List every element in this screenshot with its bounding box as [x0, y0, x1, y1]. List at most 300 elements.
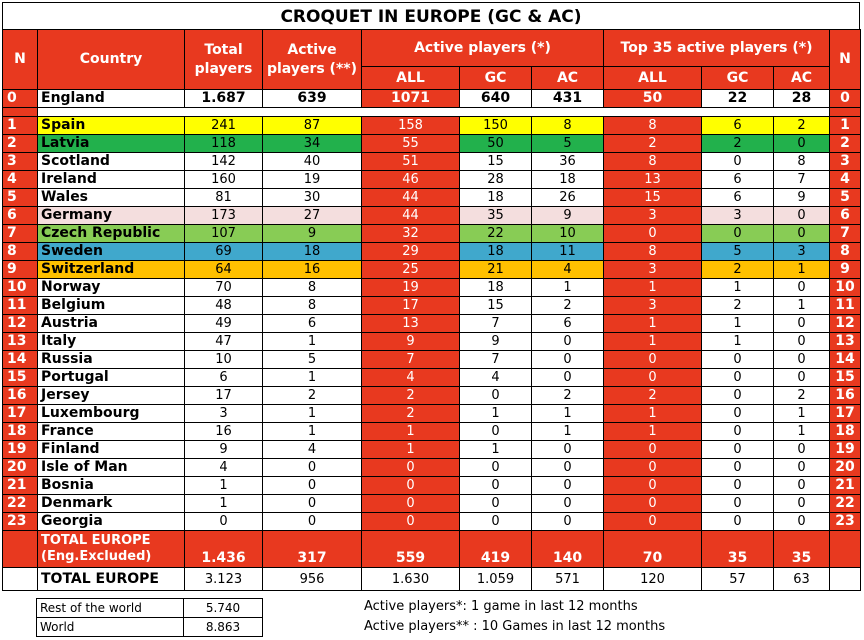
top35-gc-cell: 3	[702, 207, 774, 225]
country-row	[3, 279, 861, 297]
country-name: Finland	[38, 441, 185, 459]
header-top35-group: Top 35 active players (*)	[604, 30, 830, 67]
country-row	[3, 369, 861, 387]
header-top35-all: ALL	[604, 67, 702, 90]
row-number: 10	[3, 279, 38, 297]
total-europe-total: 3.123	[185, 568, 263, 591]
active-ac-cell: 0	[532, 477, 604, 495]
top35-ac-cell: 0	[774, 279, 830, 297]
active-ac-cell: 6	[532, 315, 604, 333]
country-name: Luxembourg	[38, 405, 185, 423]
active-players-cell: 4	[263, 441, 362, 459]
row-number: 13	[3, 333, 38, 351]
top35-all-cell: 0	[604, 477, 702, 495]
top35-ac-cell: 1	[774, 405, 830, 423]
row-number-right: 23	[830, 513, 861, 531]
top35-ac-cell: 2	[774, 117, 830, 135]
country-row	[3, 153, 861, 171]
world-label: World	[36, 617, 184, 637]
country-row	[3, 261, 861, 279]
active-players-cell: 40	[263, 153, 362, 171]
row-number-right: 18	[830, 423, 861, 441]
total-europe-t-all: 120	[604, 568, 702, 591]
row-number-right: 3	[830, 153, 861, 171]
active-all-cell: 1071	[362, 90, 460, 108]
row-number-right: 17	[830, 405, 861, 423]
top35-ac-cell: 1	[774, 297, 830, 315]
row-number-right: 12	[830, 315, 861, 333]
england-row	[3, 90, 861, 108]
top35-gc-cell: 0	[702, 405, 774, 423]
header-n: N	[3, 30, 38, 90]
total-players-cell: 47	[185, 333, 263, 351]
total-players-cell: 16	[185, 423, 263, 441]
top35-all-cell: 8	[604, 117, 702, 135]
top35-all-cell: 13	[604, 171, 702, 189]
country-row	[3, 171, 861, 189]
active-ac-cell: 10	[532, 225, 604, 243]
top35-gc-cell: 0	[702, 459, 774, 477]
country-row	[3, 315, 861, 333]
total-players-cell: 6	[185, 369, 263, 387]
top35-all-cell: 1	[604, 333, 702, 351]
active-gc-cell: 150	[460, 117, 532, 135]
total-players-cell: 70	[185, 279, 263, 297]
header-top35-gc: GC	[702, 67, 774, 90]
total-players-cell: 17	[185, 387, 263, 405]
row-number-right: 4	[830, 171, 861, 189]
active-gc-cell: 0	[460, 495, 532, 513]
row-number: 19	[3, 441, 38, 459]
country-name: Bosnia	[38, 477, 185, 495]
total-excl-active: 317	[263, 531, 362, 568]
top35-gc-cell: 1	[702, 333, 774, 351]
top35-ac-cell: 0	[774, 369, 830, 387]
active-all-cell: 0	[362, 459, 460, 477]
header-active-all: ALL	[362, 67, 460, 90]
top35-gc-cell: 0	[702, 513, 774, 531]
active-gc-cell: 0	[460, 387, 532, 405]
active-players-cell: 19	[263, 171, 362, 189]
active-ac-cell: 1	[532, 405, 604, 423]
top35-gc-cell: 0	[702, 369, 774, 387]
top35-all-cell: 1	[604, 279, 702, 297]
total-excl-t-gc: 35	[702, 531, 774, 568]
row-number-right: 2	[830, 135, 861, 153]
total-europe-t-gc: 57	[702, 568, 774, 591]
active-players-cell: 5	[263, 351, 362, 369]
top35-ac-cell: 3	[774, 243, 830, 261]
active-ac-cell: 0	[532, 495, 604, 513]
total-players-cell: 48	[185, 297, 263, 315]
top35-gc-cell: 5	[702, 243, 774, 261]
active-all-cell: 2	[362, 387, 460, 405]
country-name: England	[38, 90, 185, 108]
active-gc-cell: 50	[460, 135, 532, 153]
row-number-right: 11	[830, 297, 861, 315]
spacer-cell	[38, 108, 830, 117]
active-all-cell: 0	[362, 495, 460, 513]
active-players-cell: 0	[263, 495, 362, 513]
top35-gc-cell: 6	[702, 189, 774, 207]
spacer-row	[3, 108, 861, 117]
active-gc-cell: 7	[460, 315, 532, 333]
country-row	[3, 387, 861, 405]
country-name: Jersey	[38, 387, 185, 405]
row-number-right	[830, 531, 861, 568]
active-gc-cell: 9	[460, 333, 532, 351]
header-active-group: Active players (*)	[362, 30, 604, 67]
top35-ac-cell: 9	[774, 189, 830, 207]
total-players-cell: 69	[185, 243, 263, 261]
total-players-cell: 4	[185, 459, 263, 477]
country-row	[3, 333, 861, 351]
total-europe-label: TOTAL EUROPE	[38, 568, 185, 591]
country-name: Germany	[38, 207, 185, 225]
header-active-players-10: Active players (**)	[263, 30, 362, 90]
active-gc-cell: 18	[460, 243, 532, 261]
active-all-cell: 46	[362, 171, 460, 189]
active-players-cell: 1	[263, 405, 362, 423]
active-all-cell: 13	[362, 315, 460, 333]
total-players-cell: 1	[185, 495, 263, 513]
top35-all-cell: 2	[604, 135, 702, 153]
row-number-right: 9	[830, 261, 861, 279]
row-number: 5	[3, 189, 38, 207]
total-excl-label	[38, 531, 185, 568]
row-number-right: 5	[830, 189, 861, 207]
row-number-right: 13	[830, 333, 861, 351]
country-row	[3, 441, 861, 459]
active-ac-cell: 8	[532, 117, 604, 135]
top35-gc-cell: 0	[702, 441, 774, 459]
country-row	[3, 243, 861, 261]
active-all-cell: 51	[362, 153, 460, 171]
active-players-cell: 1	[263, 333, 362, 351]
active-gc-cell: 0	[460, 477, 532, 495]
active-ac-cell: 1	[532, 423, 604, 441]
active-players-cell: 0	[263, 459, 362, 477]
total-players-cell: 81	[185, 189, 263, 207]
active-players-cell: 27	[263, 207, 362, 225]
country-row	[3, 225, 861, 243]
world-value: 8.863	[183, 617, 263, 637]
row-number: 20	[3, 459, 38, 477]
active-ac-cell: 0	[532, 333, 604, 351]
country-row	[3, 495, 861, 513]
top35-gc-cell: 0	[702, 477, 774, 495]
row-number-right: 8	[830, 243, 861, 261]
row-number-right: 14	[830, 351, 861, 369]
active-players-cell: 0	[263, 477, 362, 495]
active-gc-cell: 640	[460, 90, 532, 108]
row-number: 3	[3, 153, 38, 171]
row-number: 7	[3, 225, 38, 243]
active-gc-cell: 22	[460, 225, 532, 243]
row-number-right: 19	[830, 441, 861, 459]
active-gc-cell: 1	[460, 441, 532, 459]
top35-gc-cell: 1	[702, 279, 774, 297]
row-number: 23	[3, 513, 38, 531]
total-excl-label-2: (Eng.Excluded)	[41, 549, 152, 564]
active-gc-cell: 1	[460, 405, 532, 423]
active-players-cell: 9	[263, 225, 362, 243]
total-europe-active: 956	[263, 568, 362, 591]
top35-ac-cell: 0	[774, 207, 830, 225]
header-active-ac: AC	[532, 67, 604, 90]
active-ac-cell: 0	[532, 441, 604, 459]
active-ac-cell: 2	[532, 297, 604, 315]
top35-gc-cell: 2	[702, 135, 774, 153]
row-number-right: 6	[830, 207, 861, 225]
active-ac-cell: 431	[532, 90, 604, 108]
active-all-cell: 32	[362, 225, 460, 243]
active-players-cell: 0	[263, 513, 362, 531]
row-number: 8	[3, 243, 38, 261]
country-name: Norway	[38, 279, 185, 297]
top35-ac-cell: 0	[774, 225, 830, 243]
active-gc-cell: 4	[460, 369, 532, 387]
top35-all-cell: 3	[604, 297, 702, 315]
top35-all-cell: 3	[604, 207, 702, 225]
top35-ac-cell: 0	[774, 441, 830, 459]
active-all-cell: 0	[362, 513, 460, 531]
row-number-right: 10	[830, 279, 861, 297]
row-number-right: 1	[830, 117, 861, 135]
country-name: Switzerland	[38, 261, 185, 279]
country-row	[3, 207, 861, 225]
top35-all-cell: 3	[604, 261, 702, 279]
row-number: 11	[3, 297, 38, 315]
row-number: 22	[3, 495, 38, 513]
country-row	[3, 297, 861, 315]
active-ac-cell: 0	[532, 369, 604, 387]
top35-all-cell: 0	[604, 513, 702, 531]
country-name: Sweden	[38, 243, 185, 261]
total-excl-t-ac: 35	[774, 531, 830, 568]
total-europe-row	[3, 568, 861, 591]
active-all-cell: 1	[362, 441, 460, 459]
top35-all-cell: 8	[604, 153, 702, 171]
top35-all-cell: 0	[604, 369, 702, 387]
active-ac-cell: 5	[532, 135, 604, 153]
active-gc-cell: 18	[460, 279, 532, 297]
total-players-cell: 107	[185, 225, 263, 243]
top35-gc-cell: 0	[702, 423, 774, 441]
row-number-right: 7	[830, 225, 861, 243]
row-number	[3, 531, 38, 568]
total-players-cell: 173	[185, 207, 263, 225]
active-ac-cell: 0	[532, 351, 604, 369]
active-all-cell: 158	[362, 117, 460, 135]
row-number: 12	[3, 315, 38, 333]
header-n-right: N	[830, 30, 861, 90]
country-name: France	[38, 423, 185, 441]
active-ac-cell: 0	[532, 459, 604, 477]
header-total-players: Total players	[185, 30, 263, 90]
active-players-cell: 2	[263, 387, 362, 405]
top35-all-cell: 1	[604, 405, 702, 423]
country-name: Italy	[38, 333, 185, 351]
header-active-gc: GC	[460, 67, 532, 90]
top35-ac-cell: 0	[774, 459, 830, 477]
total-europe-a-ac: 571	[532, 568, 604, 591]
active-gc-cell: 0	[460, 423, 532, 441]
total-players-cell: 49	[185, 315, 263, 333]
active-gc-cell: 15	[460, 153, 532, 171]
active-ac-cell: 26	[532, 189, 604, 207]
active-all-cell: 2	[362, 405, 460, 423]
active-ac-cell: 18	[532, 171, 604, 189]
row-number-right: 20	[830, 459, 861, 477]
top35-ac-cell: 0	[774, 513, 830, 531]
top35-gc-cell: 1	[702, 315, 774, 333]
top35-gc-cell: 2	[702, 297, 774, 315]
top35-all-cell: 50	[604, 90, 702, 108]
row-number-right: 22	[830, 495, 861, 513]
active-all-cell: 25	[362, 261, 460, 279]
total-players-cell: 10	[185, 351, 263, 369]
country-row	[3, 117, 861, 135]
row-number-right: 15	[830, 369, 861, 387]
country-name: Portugal	[38, 369, 185, 387]
row-number-right: 0	[830, 90, 861, 108]
country-name: Spain	[38, 117, 185, 135]
total-excl-a-all: 559	[362, 531, 460, 568]
country-name: Belgium	[38, 297, 185, 315]
rest-of-world-value: 5.740	[183, 598, 263, 618]
active-ac-cell: 11	[532, 243, 604, 261]
top35-all-cell: 15	[604, 189, 702, 207]
active-players-cell: 1	[263, 369, 362, 387]
top35-all-cell: 0	[604, 225, 702, 243]
active-gc-cell: 18	[460, 189, 532, 207]
country-row	[3, 189, 861, 207]
country-name: Denmark	[38, 495, 185, 513]
top35-gc-cell: 6	[702, 117, 774, 135]
active-ac-cell: 2	[532, 387, 604, 405]
rest-of-world-label: Rest of the world	[36, 598, 184, 618]
top35-gc-cell: 22	[702, 90, 774, 108]
active-all-cell: 7	[362, 351, 460, 369]
total-excl-total: 1.436	[185, 531, 263, 568]
note-active-1: Active players*: 1 game in last 12 months	[364, 599, 638, 614]
top35-all-cell: 8	[604, 243, 702, 261]
top35-ac-cell: 0	[774, 495, 830, 513]
country-row	[3, 423, 861, 441]
row-number: 0	[3, 90, 38, 108]
active-players-cell: 8	[263, 297, 362, 315]
header-country: Country	[38, 30, 185, 90]
active-all-cell: 0	[362, 477, 460, 495]
active-gc-cell: 21	[460, 261, 532, 279]
top35-gc-cell: 0	[702, 225, 774, 243]
row-number-right: 21	[830, 477, 861, 495]
top35-gc-cell: 0	[702, 153, 774, 171]
active-ac-cell: 4	[532, 261, 604, 279]
top35-ac-cell: 28	[774, 90, 830, 108]
active-all-cell: 44	[362, 189, 460, 207]
row-number: 18	[3, 423, 38, 441]
top35-ac-cell: 0	[774, 477, 830, 495]
country-row	[3, 513, 861, 531]
active-all-cell: 55	[362, 135, 460, 153]
active-all-cell: 9	[362, 333, 460, 351]
row-number: 15	[3, 369, 38, 387]
top35-ac-cell: 2	[774, 387, 830, 405]
country-row	[3, 405, 861, 423]
top35-all-cell: 1	[604, 315, 702, 333]
total-excl-row	[3, 531, 861, 568]
active-players-cell: 1	[263, 423, 362, 441]
active-players-cell: 16	[263, 261, 362, 279]
spacer-cell	[3, 108, 38, 117]
croquet-table	[2, 29, 861, 591]
country-row	[3, 477, 861, 495]
total-players-cell: 0	[185, 513, 263, 531]
active-players-cell: 18	[263, 243, 362, 261]
country-name: Austria	[38, 315, 185, 333]
active-players-cell: 30	[263, 189, 362, 207]
active-players-cell: 6	[263, 315, 362, 333]
country-name: Russia	[38, 351, 185, 369]
active-players-cell: 639	[263, 90, 362, 108]
top35-ac-cell: 1	[774, 261, 830, 279]
country-name: Czech Republic	[38, 225, 185, 243]
header-top35-ac: AC	[774, 67, 830, 90]
top35-ac-cell: 8	[774, 153, 830, 171]
country-row	[3, 459, 861, 477]
row-number-right: 16	[830, 387, 861, 405]
top35-ac-cell: 0	[774, 315, 830, 333]
active-players-cell: 34	[263, 135, 362, 153]
total-players-cell: 142	[185, 153, 263, 171]
total-europe-a-gc: 1.059	[460, 568, 532, 591]
row-number	[3, 568, 38, 591]
top35-all-cell: 2	[604, 387, 702, 405]
total-players-cell: 1.687	[185, 90, 263, 108]
active-ac-cell: 9	[532, 207, 604, 225]
country-name: Latvia	[38, 135, 185, 153]
top35-ac-cell: 7	[774, 171, 830, 189]
active-all-cell: 17	[362, 297, 460, 315]
total-players-cell: 241	[185, 117, 263, 135]
active-players-cell: 8	[263, 279, 362, 297]
top35-all-cell: 0	[604, 351, 702, 369]
country-name: Georgia	[38, 513, 185, 531]
active-gc-cell: 28	[460, 171, 532, 189]
active-ac-cell: 36	[532, 153, 604, 171]
country-name: Ireland	[38, 171, 185, 189]
active-ac-cell: 1	[532, 279, 604, 297]
total-excl-a-gc: 419	[460, 531, 532, 568]
active-ac-cell: 0	[532, 513, 604, 531]
active-all-cell: 19	[362, 279, 460, 297]
total-excl-t-all: 70	[604, 531, 702, 568]
top35-gc-cell: 0	[702, 495, 774, 513]
row-number: 2	[3, 135, 38, 153]
active-all-cell: 1	[362, 423, 460, 441]
spacer-cell	[830, 108, 861, 117]
total-players-cell: 9	[185, 441, 263, 459]
total-players-cell: 160	[185, 171, 263, 189]
top35-gc-cell: 0	[702, 351, 774, 369]
country-name: Scotland	[38, 153, 185, 171]
active-gc-cell: 15	[460, 297, 532, 315]
top35-gc-cell: 2	[702, 261, 774, 279]
active-players-cell: 87	[263, 117, 362, 135]
row-number: 9	[3, 261, 38, 279]
